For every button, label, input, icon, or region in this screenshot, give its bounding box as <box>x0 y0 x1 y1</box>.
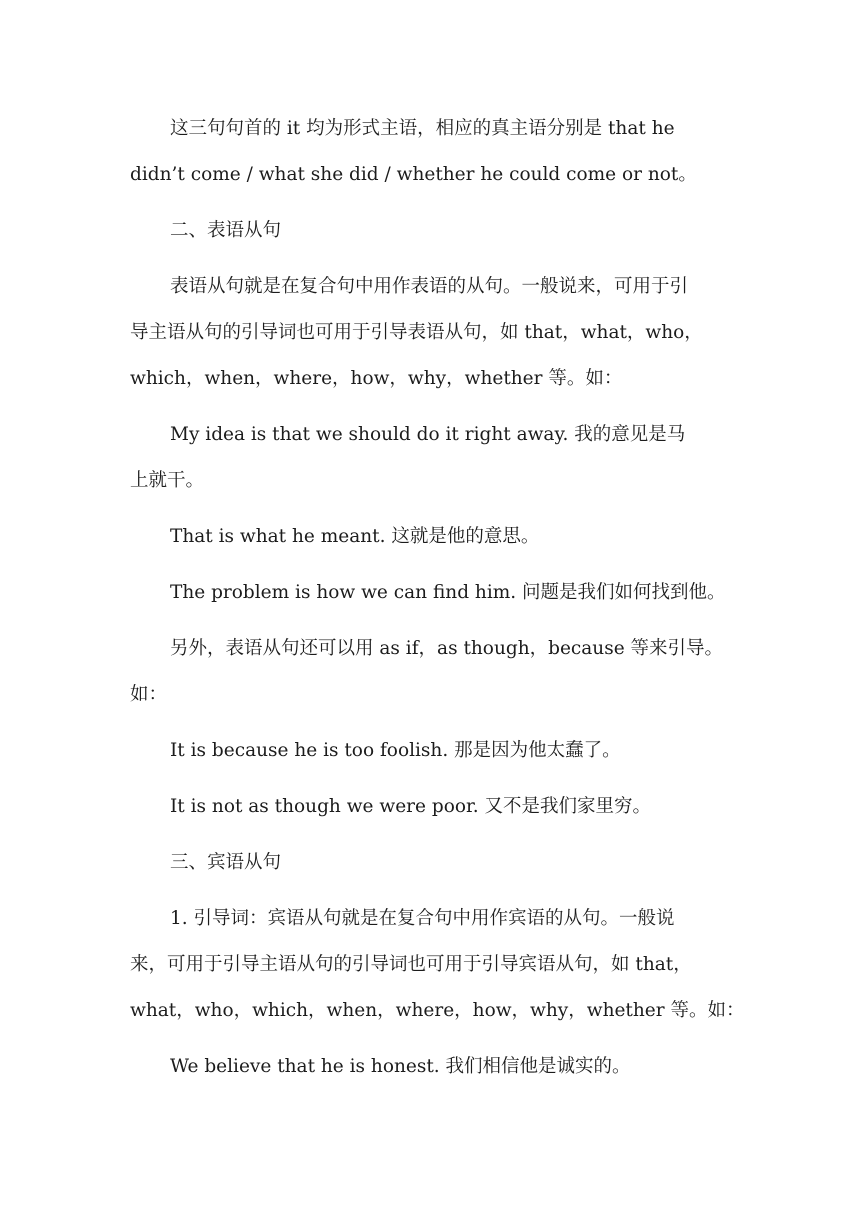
section-heading-object-clause <box>130 840 730 886</box>
example-as-though-poor <box>130 784 730 830</box>
text-line: The problem is how we can find him. 问题是我们如何找到他。 <box>170 582 726 603</box>
document-body <box>130 106 745 1100</box>
paragraph-object-clause-intro <box>130 896 745 1034</box>
text-line: 1. 引导词：宾语从句就是在复合句中用作宾语的从句。一般说 <box>170 908 675 929</box>
text-line: That is what he meant. 这就是他的意思。 <box>170 526 540 547</box>
example-because-foolish <box>130 728 730 774</box>
section-heading-predicative-clause <box>130 208 730 254</box>
paragraph-predicative-intro <box>130 264 730 402</box>
text-line: what，who，which，when，where，how，why，whether 等。如： <box>130 1000 745 1021</box>
text-line: didn’t come / what she did / whether he could come or not。 <box>130 164 697 185</box>
text-line: 另外，表语从句还可以用 as if，as though，because 等来引导。 <box>170 638 724 659</box>
heading-line: 二、表语从句 <box>170 220 282 241</box>
heading-line: 三、宾语从句 <box>170 852 282 873</box>
example-my-idea <box>130 412 730 504</box>
text-line: 导主语从句的引导词也可用于引导表语从句，如 that，what，who， <box>130 322 703 343</box>
text-line: 来，可用于引导主语从句的引导词也可用于引导宾语从句，如 that， <box>130 954 692 975</box>
text-line: 这三句句首的 it 均为形式主语，相应的真主语分别是 that he <box>170 118 675 139</box>
text-line: It is because he is too foolish. 那是因为他太蠢了。 <box>170 740 621 761</box>
text-line: 上就干。 <box>130 470 205 491</box>
text-line: My idea is that we should do it right away. 我的意见是马 <box>170 424 686 445</box>
text-line: We believe that he is honest. 我们相信他是诚实的。 <box>170 1056 631 1077</box>
example-what-he-meant <box>130 514 730 560</box>
text-line: It is not as though we were poor. 又不是我们家里穷。 <box>170 796 652 817</box>
paragraph-as-if-because <box>130 626 730 718</box>
example-we-believe <box>130 1044 730 1090</box>
text-line: 表语从句就是在复合句中用作表语的从句。一般说来，可用于引 <box>170 276 689 297</box>
paragraph-it-formal-subject <box>130 106 730 198</box>
example-the-problem <box>130 570 730 616</box>
text-line: 如： <box>130 684 168 705</box>
text-line: which，when，where，how，why，whether 等。如： <box>130 368 623 389</box>
